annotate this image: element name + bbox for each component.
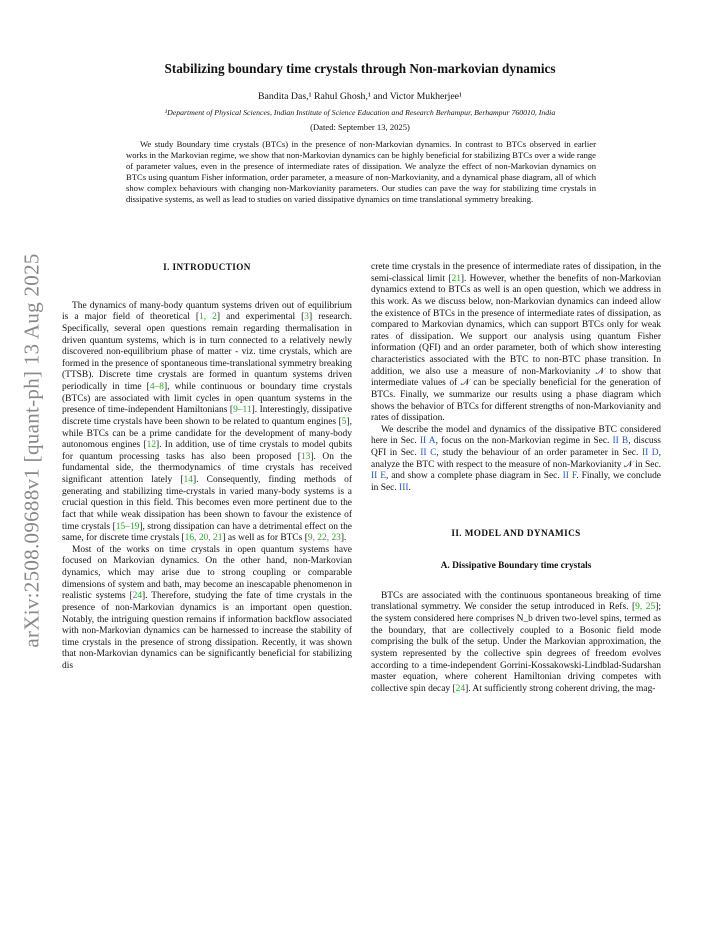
citation-link[interactable]: 3 [304,312,309,323]
intro-paragraph-1: The dynamics of many-body quantum systems driven out of equilibrium is a major field of theoretical [1, 2] and experimental [3] research. Specifically, several open questions remain regarding thermalisation in driven quantum systems, which is in turn connected to a relatively newly discovered non-equilibrium phase of matter - viz. time crystals, which are formed in the presence of spontaneous time-translational symmetry breaking (TTSB). Discrete time crystals are formed in quantum systems driven periodically in time [4–8], while continuous or boundary time crystals (BTCs) are associated with limit cycles in open quantum systems in the presence of time-independent Hamiltonians [9–11]. Interestingly, dissipative discrete time crystals have been shown to be related to quantum engines [5], while BTCs can be a prime candidate for the development of many-body autonomous engines [12]. In addition, use of time crystals to model qubits for quantum processing tasks has also been proposed [13]. On the fundamental side, the thermodynamics of time crystals has received significant attention lately [14]. Consequently, finding methods of generating and stabilizing time-crystals in varied many-body systems is a crucial question in this field. This becomes even more pertinent due to the fact that while weak dissipation has been shown to favour the existence of time crystals [15–19], strong dissipation can have a detrimental effect on the same, for discrete time crystals [16, 20, 21] as well as for BTCs [9, 22, 23]. [62,300,353,544]
date-line: (Dated: September 13, 2025) [310,122,410,132]
left-column [62,262,352,673]
citation-link[interactable]: 21 [451,273,461,284]
model-heading: II. MODEL AND DYNAMICS [451,527,581,538]
citation-link[interactable]: 24 [132,591,143,602]
section-link[interactable]: II B [612,436,629,447]
citation-link[interactable]: 15–19 [115,521,140,532]
section-link[interactable]: II A [419,436,436,447]
citation-link[interactable]: 4–8 [149,382,164,392]
section-link[interactable]: II E [371,471,386,482]
citation-link[interactable]: 1, 2 [199,312,217,323]
author-list: Bandita Das,¹ Rahul Ghosh,¹ and Victor Mukherjee¹ [258,91,462,102]
section-link[interactable]: II D [641,448,659,458]
citation-link[interactable]: 14 [183,475,193,485]
paper-title: Stabilizing boundary time crystals through Non-markovian dynamics [164,61,556,76]
affiliation: ¹Department of Physical Sciences, Indian Institute of Science Education and Research Berhampur, Berhampur 760010, India [164,108,556,117]
citation-link[interactable]: 9, 22, 23 [307,533,341,544]
citation-link[interactable]: 16, 20, 21 [184,533,223,544]
model-subheading: A. Dissipative Boundary time crystals [440,561,592,572]
section-link[interactable]: II C [420,448,437,458]
section-link[interactable]: II F [562,471,577,482]
arxiv-identifier [12,240,52,660]
section-link[interactable]: III [399,482,409,493]
abstract: We study Boundary time crystals (BTCs) in the presence of non-Markovian dynamics. In contrast to BTCs observed in earlier works in the Markovian regime, we show that non-Markovian dynamics can be highly beneficial for stabilizing BTCs over a wide range of parameter values, even in the presence of intermediate rates of dissipation. We analyze the effect of non-Markovian dynamics on BTCs using quantum Fisher information, order parameter, a measure of non-Markovianity, and a dynamical phase diagram, all of which show complex behaviours with changing non-Markovianity parameters. Our studies can pave the way for stabilizing time crystals in dissipative systems, as well as lead to studies on varied dissipative dynamics on time translational symmetry breaking. [126,139,596,205]
intro-paragraph-3: We describe the model and dynamics of the dissipative BTC considered here in Sec. II A, focus on the non-Markovian regime in Sec. II B, discuss QFI in Sec. II C, study the behaviour of an order parameter in Sec. II D, analyze the BTC with respect to the measure of non-Markovianity 𝒩 in Sec. II E, and show a complete phase diagram in Sec. II F. Finally, we conclude in Sec. III. [371,424,661,493]
citation-link[interactable]: 5 [341,416,347,427]
arxiv-id-text: arXiv:2508.09688v1 [quant-ph] 13 Aug 2025 [19,252,44,648]
intro-heading: I. INTRODUCTION [163,262,251,272]
intro-paragraph-2-continued: crete time crystals in the presence of intermediate rates of dissipation, in the semi-classical limit [21]. However, whether the benefits of non-Markovian dynamics extend to BTCs as well is an open question, which we address in this work. As we discuss below, non-Markovian dynamics can indeed allow the existence of BTCs in the presence of intermediate rates of dissipation, as compared to Markovian dynamics, which can support BTCs only for weak rates of dissipation. We support our analysis using quantum Fisher information (QFI) and an order parameter, both of which show interesting characteristics associated with the BTC to non-BTC phase transition. In addition, we also use a measure of non-Markovianity 𝒩 to show that intermediate values of 𝒩 can be specially beneficial for the generation of BTCs. Finally, we summarize our results using a phase diagram which shows the behavior of BTCs for different strengths of non-Markovianity and rates of dissipation. [371,262,661,424]
model-paragraph-1: BTCs are associated with the continuous spontaneous breaking of time translational symmetry. We consider the setup introduced in Refs. [9, 25]; the system considered here comprises N_b driven two-level spins, termed as the boundary, that are collectively coupled to a Bosonic field mode comprising the bulk of the setup. Under the Markovian approximation, the system represented by the collective spin degrees of freedom evolves according to a time-independent Gorrini-Kossakowski-Lindblad-Sudarshan master equation, where coherent Hamiltonian driving competes with collective spin decay [24]. At sufficiently strong coherent driving, the mag- [371,590,662,694]
citation-link[interactable]: 24 [455,683,466,694]
right-column [371,262,661,695]
citation-link[interactable]: 12 [146,440,157,451]
citation-link[interactable]: 9, 25 [635,602,656,613]
intro-paragraph-2: Most of the works on time crystals in open quantum systems have focused on Markovian dynamics. On the other hand, non-Markovian dynamics, which may arise due to strong coupling or comparable dimensions of system and bath, may become an inescapable phenomenon in realistic systems [24]. Therefore, studying the fate of time crystals in the presence of non-Markovian dynamics is an important open question. Notably, the intriguing question remains if information backflow associated with non-Markovian dynamics can be harnessed to increase the stability of time crystals in the presence of strong dissipation. Recently, it was shown that non-Markovian dynamics can be significantly beneficial for stabilizing dis [62,544,353,671]
citation-link[interactable]: 9–11 [233,405,252,416]
citation-link[interactable]: 13 [300,451,311,462]
